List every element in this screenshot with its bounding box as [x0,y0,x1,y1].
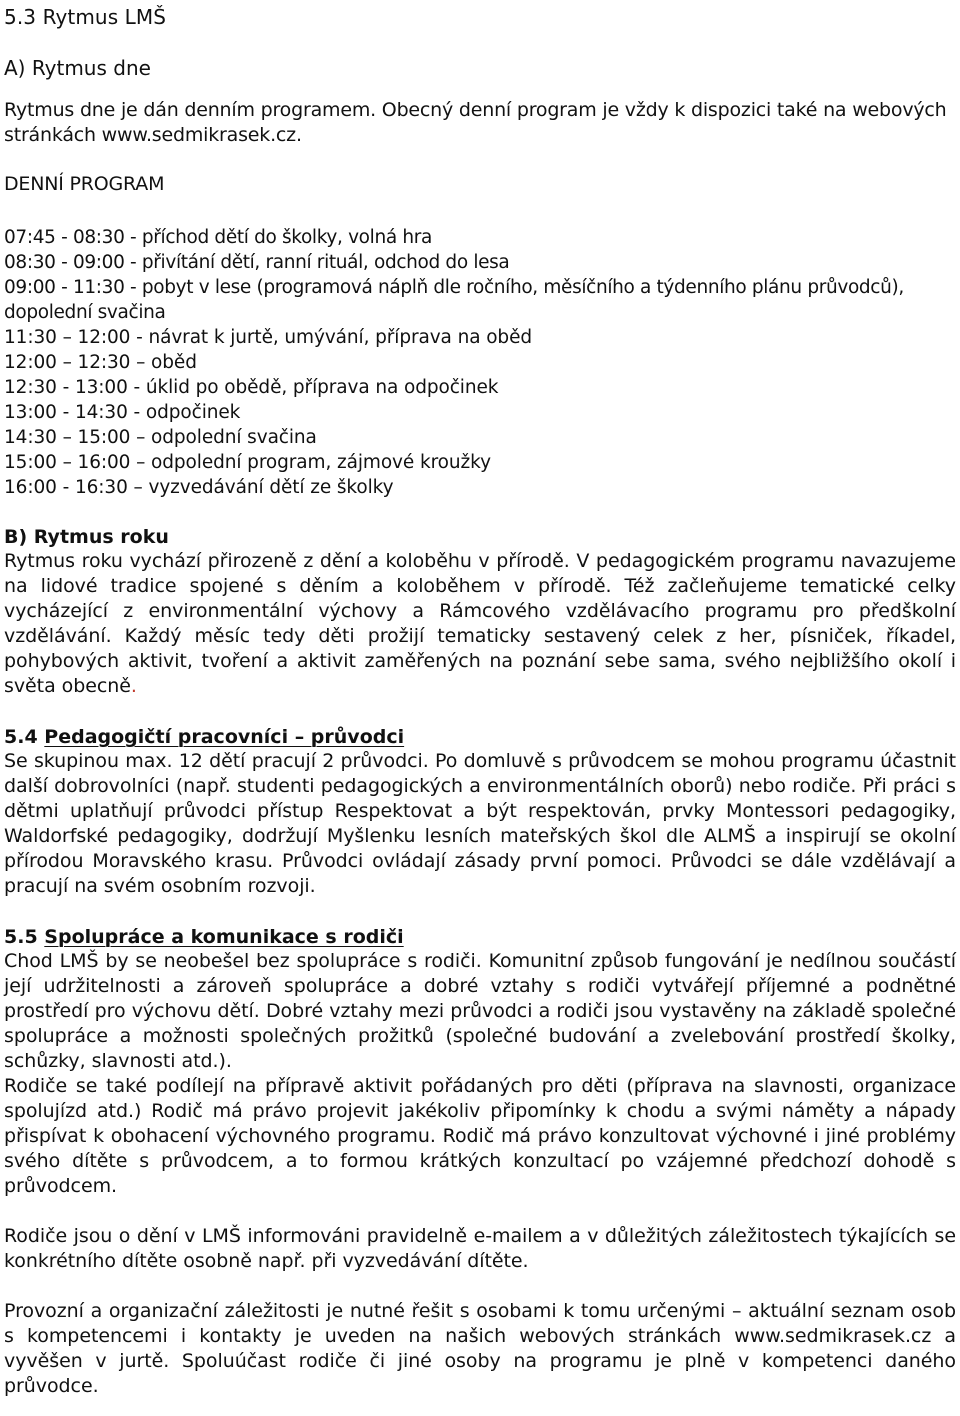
intro-paragraph: Rytmus dne je dán denním programem. Obecný denní program je vždy k dispozici také na webových stránkách www.sedmikrasek.cz. [4,99,947,146]
pedagogove-paragraph: Se skupinou max. 12 dětí pracují 2 průvodci. Po domluvě s průvodcem se mohou programu účastnit další dobrovolníci (např. studenti pedagogických a environmentálních oborů) nebo rodiče. Při práci s dětmi uplatňují průvodci přístup Respektovat a být respektován, prvky Montessori pedagogiky, Waldorfské pedagogiky, dodržují Myšlenku lesních mateřských škol dle ALMŠ a inspirují se okolní přírodou Moravského krasu. Průvodci ovládají zásady první pomoci. Průvodci se dále vzdělávají a pracují na svém osobním rozvoji. [4,750,956,897]
heading-5-5-text: Spolupráce a komunikace s rodiči [44,926,404,948]
rytmus-roku-end: . [130,675,137,697]
schedule-item: 13:00 - 14:30 - odpočinek [4,402,241,423]
schedule-list-b [4,325,956,500]
schedule-item: 08:30 - 09:00 - přivítání dětí, ranní rituál, odchod do lesa [4,252,510,273]
rytmus-roku-paragraph [4,549,956,699]
schedule-item: 15:00 – 16:00 – odpolední program, zájmové kroužky [4,452,491,473]
heading-rytmus-dne: A) Rytmus dne [4,56,151,80]
heading-5-3: 5.3 Rytmus LMŠ [4,5,167,29]
schedule-item: 09:00 - 11:30 - pobyt v lese (programová náplň dle ročního, měsíčního a týdenního plánu průvodců), dopolední svačina [4,277,904,323]
heading-5-5-number: 5.5 [4,926,38,948]
heading-5-5 [4,925,956,949]
heading-5-4 [4,725,956,749]
schedule-item: 14:30 – 15:00 – odpolední svačina [4,427,317,448]
heading-rytmus-roku: B) Rytmus roku [4,526,169,548]
schedule-list-a [4,225,956,325]
heading-5-4-text: Pedagogičtí pracovníci – průvodci [44,726,405,748]
schedule-item: 11:30 – 12:00 - návrat k jurtě, umývání, příprava na oběd [4,327,533,348]
daily-program-title: DENNÍ PROGRAM [4,173,165,195]
heading-5-4-number: 5.4 [4,726,38,748]
schedule-item: 12:00 – 12:30 – oběd [4,352,197,373]
schedule-item: 07:45 - 08:30 - příchod dětí do školky, volná hra [4,227,432,248]
schedule-item: 16:00 - 16:30 – vyzvedávání dětí ze školky [4,477,394,498]
spoluprace-paragraph-3: Rodiče jsou o dění v LMŠ informováni pravidelně e-mailem a v důležitých záležitostech týkajících se konkrétního dítěte osobně např. při vyzvedávání dítěte. [4,1225,956,1272]
rytmus-roku-text: Rytmus roku vychází přirozeně z dění a koloběhu v přírodě. V pedagogickém programu navazujeme na lidové tradice spojené s děním a koloběhem v přírodě. Též začleňujeme tematické celky vycházející z environmentální výchovy a Rámcového vzdělávacího programu pro předškolní vzdělávání. Každý měsíc tedy děti prožijí tematicky sestavený celek z her, písniček, říkadel, pohybových aktivit, tvoření a aktivit zaměřených na poznání sebe sama, svého nejbližšího okolí i světa obecně [4,550,956,697]
schedule-item: 12:30 - 13:00 - úklid po obědě, příprava na odpočinek [4,377,499,398]
spoluprace-paragraph-2: Rodiče se také podílejí na přípravě aktivit pořádaných pro děti (příprava na slavnosti, organizace spolujízd atd.) Rodič má právo projevit jakékoliv připomínky k chodu a svými náměty a nápady přispívat k obohacení výchovného programu. Rodič má právo konzultovat výchovné i jiné problémy svého dítěte s průvodcem, a to formou krátkých konzultací po vzájemné předchozí dohodě s průvodcem. [4,1075,956,1197]
spoluprace-paragraph-1: Chod LMŠ by se neobešel bez spolupráce s rodiči. Komunitní způsob fungování je nedílnou součástí její udržitelnosti a zároveň spolupráce a dobré vztahy s rodiči vytvářejí příjemné a podnětné prostředí pro výchovu dětí. Dobré vztahy mezi průvodci a rodiči jsou vystavěny na základě společné spolupráce a možnosti společných prožitků (společné budování a zvelebování prostředí školky, schůzky, slavnosti atd.). [4,950,956,1072]
spoluprace-paragraph-4: Provozní a organizační záležitosti je nutné řešit s osobami k tomu určenými – aktuální seznam osob s kompetencemi i kontakty je uveden na našich webových stránkách www.sedmikrasek.cz a vyvěšen v jurtě. Spoluúčast rodiče či jiné osoby na programu je plně v kompetenci daného průvodce. [4,1300,956,1397]
